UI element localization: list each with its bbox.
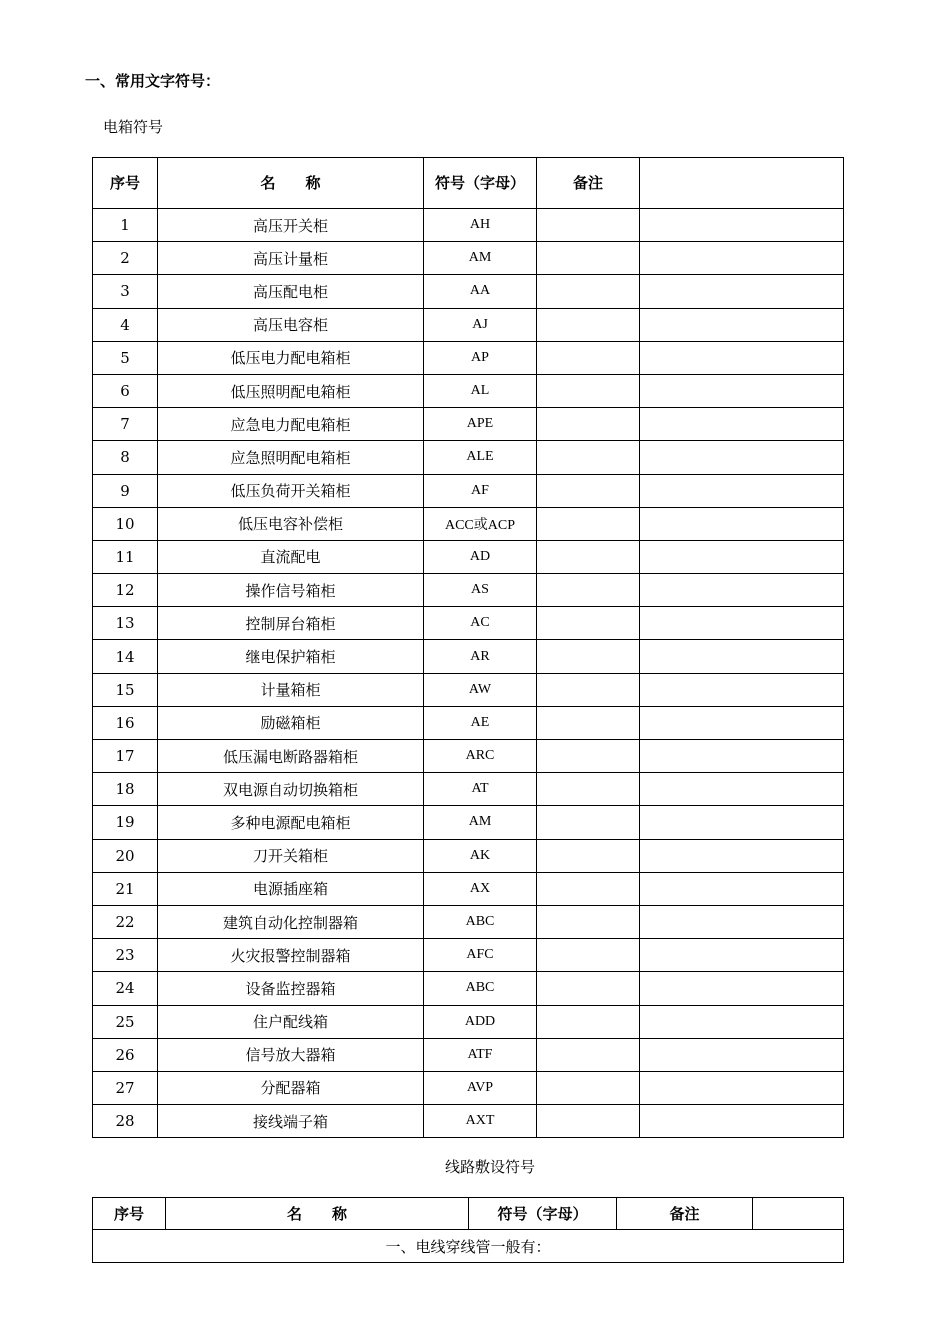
header-symbol: 符号（字母） [424,158,537,209]
row-remark [537,640,640,673]
row-symbol: AVP [424,1071,537,1104]
table-header-row [93,1198,844,1230]
row-name: 建筑自动化控制器箱 [158,905,424,938]
row-symbol: AL [424,374,537,407]
table-row [93,673,844,706]
row-name: 高压计量柜 [158,242,424,275]
row-extra [640,474,844,507]
row-symbol: AX [424,872,537,905]
row-extra [640,507,844,540]
row-name: 住户配线箱 [158,1005,424,1038]
table-row [93,1038,844,1071]
table-row [93,839,844,872]
row-extra [640,706,844,739]
table-row [93,374,844,407]
row-index: 4 [93,308,158,341]
row-symbol: AC [424,607,537,640]
row-symbol: AT [424,773,537,806]
row-extra [640,1071,844,1104]
table-row [93,441,844,474]
row-name: 操作信号箱柜 [158,574,424,607]
row-remark [537,939,640,972]
row-name: 刀开关箱柜 [158,839,424,872]
row-extra [640,574,844,607]
row-symbol: ABC [424,905,537,938]
header-symbol: 符号（字母） [469,1198,617,1230]
row-index: 26 [93,1038,158,1071]
table-row [93,806,844,839]
row-index: 23 [93,939,158,972]
row-remark [537,341,640,374]
row-extra [640,341,844,374]
table-row [93,740,844,773]
row-index: 3 [93,275,158,308]
row-index: 20 [93,839,158,872]
row-index: 12 [93,574,158,607]
row-remark [537,706,640,739]
row-index: 5 [93,341,158,374]
row-symbol: AFC [424,939,537,972]
table-row [93,242,844,275]
row-symbol: AM [424,242,537,275]
section-title: 一、电线穿线管一般有： [93,1230,844,1263]
row-remark [537,673,640,706]
row-extra [640,939,844,972]
row-name: 高压电容柜 [158,308,424,341]
distribution-box-symbols-table [92,157,844,1138]
row-remark [537,209,640,242]
row-remark [537,740,640,773]
row-symbol: ARC [424,740,537,773]
row-remark [537,308,640,341]
table-row [93,872,844,905]
row-name: 分配器箱 [158,1071,424,1104]
row-symbol: AK [424,839,537,872]
row-symbol: AJ [424,308,537,341]
row-extra [640,540,844,573]
row-extra [640,839,844,872]
row-symbol: AS [424,574,537,607]
row-remark [537,574,640,607]
row-extra [640,408,844,441]
row-index: 11 [93,540,158,573]
row-remark [537,507,640,540]
header-index: 序号 [93,158,158,209]
row-extra [640,209,844,242]
header-name: 名 称 [158,158,424,209]
row-index: 28 [93,1105,158,1138]
row-symbol: AH [424,209,537,242]
row-name: 应急电力配电箱柜 [158,408,424,441]
row-symbol: ADD [424,1005,537,1038]
row-extra [640,673,844,706]
row-remark [537,441,640,474]
row-index: 19 [93,806,158,839]
row-symbol: AA [424,275,537,308]
table-row [93,706,844,739]
row-name: 继电保护箱柜 [158,640,424,673]
row-remark [537,275,640,308]
row-name: 火灾报警控制器箱 [158,939,424,972]
row-index: 9 [93,474,158,507]
row-remark [537,839,640,872]
header-extra [640,158,844,209]
row-name: 设备监控器箱 [158,972,424,1005]
row-extra [640,441,844,474]
row-symbol: AXT [424,1105,537,1138]
table-row [93,308,844,341]
row-symbol: ALE [424,441,537,474]
row-name: 低压照明配电箱柜 [158,374,424,407]
row-name: 低压漏电断路器箱柜 [158,740,424,773]
row-extra [640,607,844,640]
row-name: 高压配电柜 [158,275,424,308]
row-extra [640,1005,844,1038]
row-index: 25 [93,1005,158,1038]
row-remark [537,872,640,905]
table-row [93,773,844,806]
row-name: 励磁箱柜 [158,706,424,739]
table-row [93,1071,844,1104]
table-row [93,540,844,573]
row-symbol: ABC [424,972,537,1005]
wiring-symbols-table [92,1197,844,1263]
row-name: 低压电力配电箱柜 [158,341,424,374]
table-row [93,1105,844,1138]
row-symbol: AF [424,474,537,507]
row-name: 接线端子箱 [158,1105,424,1138]
header-extra [753,1198,844,1230]
row-remark [537,540,640,573]
row-remark [537,1071,640,1104]
table-row [93,408,844,441]
row-name: 多种电源配电箱柜 [158,806,424,839]
row-remark [537,408,640,441]
header-remark: 备注 [617,1198,753,1230]
row-extra [640,308,844,341]
row-extra [640,972,844,1005]
row-symbol: AD [424,540,537,573]
table-row [93,341,844,374]
row-extra [640,275,844,308]
row-index: 27 [93,1071,158,1104]
row-remark [537,242,640,275]
row-extra [640,374,844,407]
row-index: 2 [93,242,158,275]
row-symbol: AW [424,673,537,706]
row-name: 计量箱柜 [158,673,424,706]
table-row [93,574,844,607]
table-row [93,939,844,972]
row-extra [640,1105,844,1138]
row-index: 15 [93,673,158,706]
row-index: 18 [93,773,158,806]
row-index: 22 [93,905,158,938]
row-index: 10 [93,507,158,540]
row-symbol: AP [424,341,537,374]
row-name: 信号放大器箱 [158,1038,424,1071]
row-symbol: ATF [424,1038,537,1071]
row-index: 21 [93,872,158,905]
row-symbol: APE [424,408,537,441]
row-extra [640,640,844,673]
row-extra [640,806,844,839]
row-remark [537,374,640,407]
row-remark [537,972,640,1005]
row-remark [537,1105,640,1138]
table-row [93,275,844,308]
row-remark [537,905,640,938]
table-header-row [93,158,844,209]
row-symbol: AR [424,640,537,673]
row-index: 16 [93,706,158,739]
row-name: 电源插座箱 [158,872,424,905]
row-symbol: AM [424,806,537,839]
row-remark [537,773,640,806]
table-row [93,507,844,540]
table-row [93,474,844,507]
table2-caption: 线路敷设符号 [444,1158,535,1176]
table-row [93,607,844,640]
row-remark [537,1038,640,1071]
row-extra [640,773,844,806]
table-row [93,1005,844,1038]
header-index: 序号 [93,1198,166,1230]
row-remark [537,607,640,640]
row-name: 控制屏台箱柜 [158,607,424,640]
row-name: 直流配电 [158,540,424,573]
row-name: 低压电容补偿柜 [158,507,424,540]
row-index: 24 [93,972,158,1005]
row-extra [640,872,844,905]
table-row [93,905,844,938]
row-remark [537,806,640,839]
table-row [93,972,844,1005]
row-remark [537,474,640,507]
row-remark [537,1005,640,1038]
row-index: 17 [93,740,158,773]
row-symbol: AE [424,706,537,739]
row-name: 双电源自动切换箱柜 [158,773,424,806]
row-extra [640,1038,844,1071]
row-extra [640,905,844,938]
section-row [93,1230,844,1263]
row-name: 高压开关柜 [158,209,424,242]
row-name: 低压负荷开关箱柜 [158,474,424,507]
row-index: 13 [93,607,158,640]
row-name: 应急照明配电箱柜 [158,441,424,474]
row-index: 6 [93,374,158,407]
page-heading: 一、常用文字符号： [85,72,221,90]
header-remark: 备注 [537,158,640,209]
table1-caption: 电箱符号 [103,118,164,136]
row-index: 14 [93,640,158,673]
row-symbol: ACC或ACP [424,507,537,540]
row-index: 8 [93,441,158,474]
row-index: 7 [93,408,158,441]
row-index: 1 [93,209,158,242]
table-row [93,640,844,673]
header-name: 名 称 [166,1198,469,1230]
row-extra [640,242,844,275]
table-row [93,209,844,242]
row-extra [640,740,844,773]
